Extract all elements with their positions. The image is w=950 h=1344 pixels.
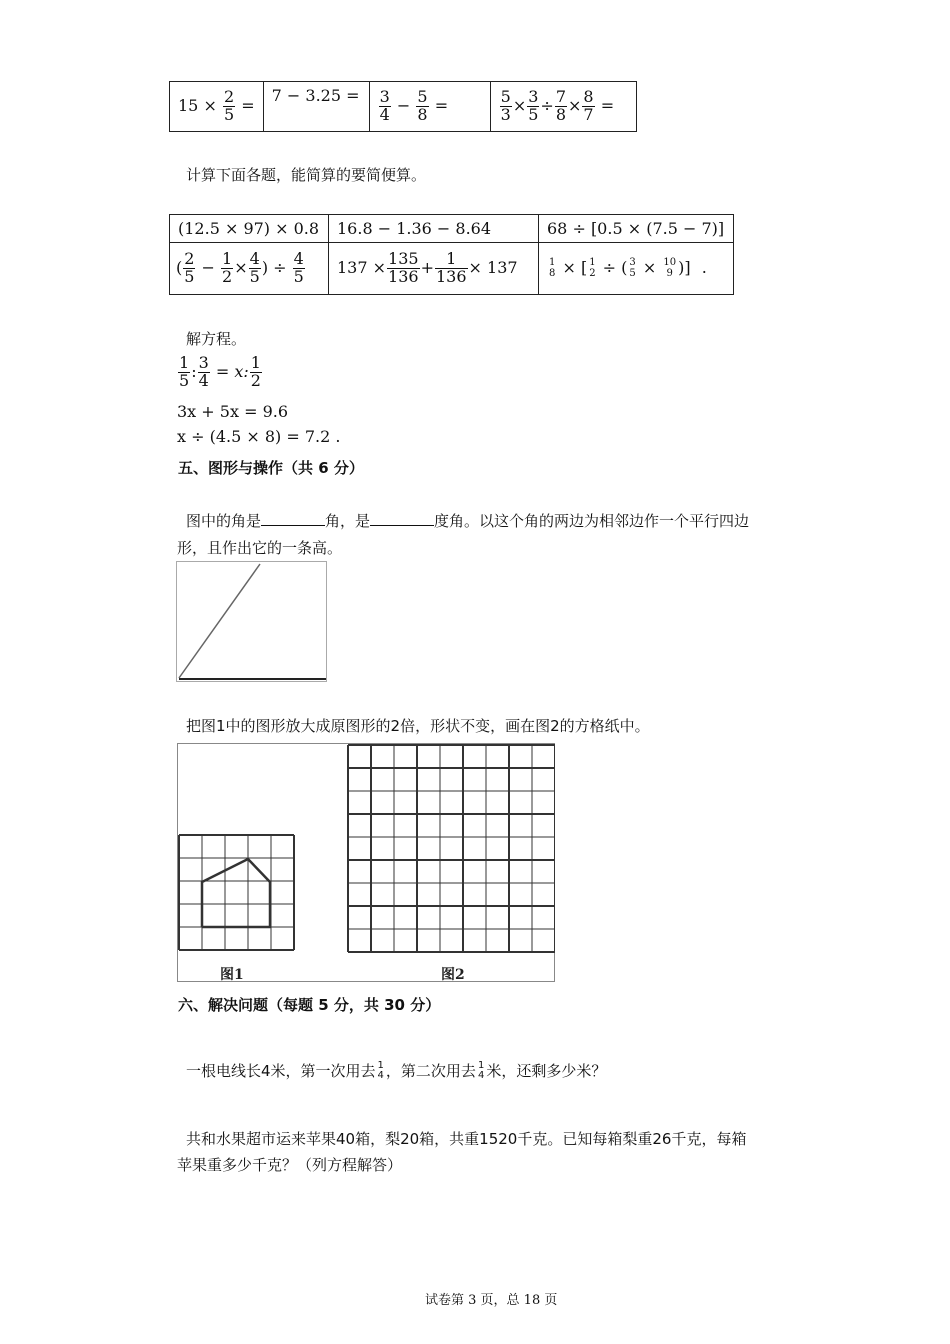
answer-blank-2[interactable] [370,511,434,526]
question-angle-line2: 形，且作出它的一条高。 [177,539,343,557]
cell-r2c2: 137 × $\frac{135}{136}$ + $\frac{1}{136}$ × 137 [329,243,539,295]
equation-2: 3x + 5x = 9.6 [177,402,289,421]
table-calc-2 [169,214,734,295]
figure-1-label: 图1 [220,967,244,983]
cell-r2c1: ( $\frac{2}{5}$ − $\frac{1}{2}$ × $\frac{4}{5}$ ) ÷ $\frac{4}{5}$ [170,243,329,295]
table-calc-1 [169,81,637,132]
answer-blank-1[interactable] [261,511,325,526]
question-equation: 解方程。 [186,330,247,348]
cell-3: $\frac{3}{4}$ − $\frac{5}{8}$ = [369,82,490,132]
section-5-heading: 五、图形与操作（共 6 分） [178,459,364,477]
question-apple: 共和水果超市运来苹果40箱，梨20箱，共重1520千克。已知每箱梨重26千克，每箱 [186,1130,747,1148]
cell-4: $\frac{5}{3}$ × $\frac{3}{5}$ ÷ $\frac{7}{8}$ × $\frac{8}{7}$ = [490,82,636,132]
cell-r1c2: 16.8 − 1.36 − 8.64 [329,215,539,243]
cell-2: 7 − 3.25 = [263,82,369,132]
question-enlarge: 把图1中的图形放大成原图形的2倍，形状不变，画在图2的方格纸中。 [186,717,650,735]
figure-2-label: 图2 [441,967,465,983]
question-calc: 计算下面各题，能简算的要简便算。 [186,166,427,184]
equation-3: x ÷ (4.5 × 8) = 7.2 . [177,427,341,446]
cell-r2c3: 1 8 × [ 1 2 ÷ ( 3 5 × 10 9 )] . [539,243,734,295]
page-footer: 试卷第 3 页，总 18 页 [425,1293,558,1308]
question-apple-line2: 苹果重多少千克？（列方程解答） [177,1156,403,1174]
angle-figure [176,561,327,682]
question-wire: 一根电线长4米，第一次用去 1 4 ，第二次用去 1 4 米，还剩多少米？ [186,1059,607,1081]
equation-1: $\frac{1}{5}$ : $\frac{3}{4}$ = x: $\frac{1}{2}$ [179,353,261,390]
question-angle: 图中的角是 角，是 度角。以这个角的两边为相邻边作一个平行四边 [186,512,750,530]
cell-r1c1: (12.5 × 97) × 0.8 [170,215,329,243]
cell-r1c3: 68 ÷ [0.5 × (7.5 − 7)] [539,215,734,243]
grid-figures [176,743,555,983]
section-6-heading: 六、解决问题（每题 5 分，共 30 分） [178,996,441,1014]
cell-1: 15 × $\frac{2}{5}$ = [170,82,264,132]
